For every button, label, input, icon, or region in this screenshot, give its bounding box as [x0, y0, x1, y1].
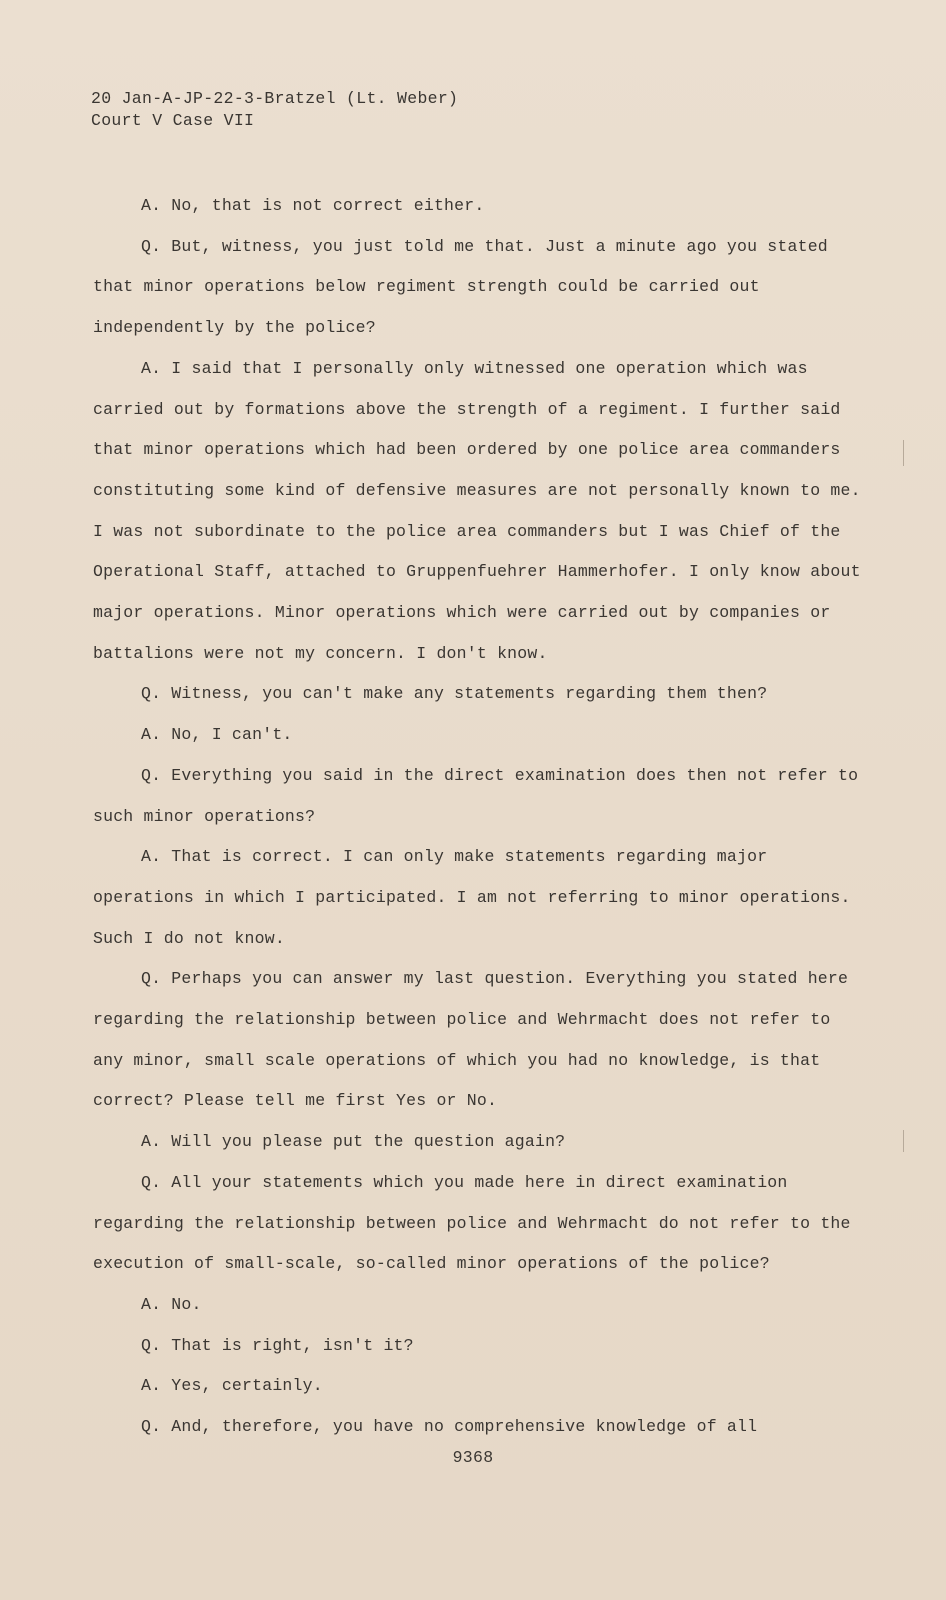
- page-number: 9368: [452, 1448, 494, 1467]
- transcript-paragraph: A. Will you please put the question again?: [141, 1132, 566, 1152]
- header-reference: 20 Jan-A-JP-22-3-Bratzel (Lt. Weber): [91, 89, 459, 108]
- header-court-case: Court V Case VII: [91, 111, 255, 130]
- transcript-paragraph: A. No, I can't.: [141, 725, 293, 745]
- transcript-paragraph: Q. But, witness, you just told me that. Just a minute ago you stated that minor operations below regiment strength could be carried out independently by the police?: [93, 236, 828, 338]
- paper-crease-mark: [903, 1130, 904, 1152]
- transcript-paragraph: Q. Everything you said in the direct examination does then not refer to such minor operations?: [93, 765, 859, 826]
- transcript-paragraph: A. Yes, certainly.: [141, 1376, 323, 1396]
- transcript-paragraph: A. That is correct. I can only make statements regarding major operations in which I participated. I am not referring to minor operations. Such I do not know.: [93, 847, 851, 948]
- transcript-paragraph: Q. That is right, isn't it?: [141, 1335, 414, 1355]
- transcript-body: [93, 186, 863, 1448]
- transcript-paragraph: Q. All your statements which you made here in direct examination regarding the relationship between police and Wehrmacht do not refer to the execution of small-scale, so-called minor operations of the police?: [93, 1172, 851, 1274]
- transcript-paragraph: A. No.: [141, 1294, 202, 1314]
- document-header: [91, 88, 458, 132]
- transcript-paragraph: Q. And, therefore, you have no comprehensive knowledge of all: [141, 1417, 758, 1437]
- transcript-paragraph: A. No, that is not correct either.: [141, 196, 485, 215]
- transcript-paragraph: Q. Perhaps you can answer my last question. Everything you stated here regarding the relationship between police and Wehrmacht does not refer to any minor, small scale operations of which you had no knowledge, is that correct? Please tell me first Yes or No.: [93, 969, 849, 1111]
- transcript-paragraph: Q. Witness, you can't make any statements regarding them then?: [141, 684, 768, 704]
- transcript-paragraph: A. I said that I personally only witnessed one operation which was carried out by formations above the strength of a regiment. I further said that minor operations which had been ordered by one police area commanders constituting some kind of defensive measures are not personally known to me. I was not subordinate to the police area commanders but I was Chief of the Operational Staff, attached to Gruppenfuehrer Hammerhofer. I only know about major operations. Minor operations which were carried out by companies or battalions were not my concern. I don't know.: [93, 358, 861, 663]
- paper-crease-mark: [903, 440, 904, 466]
